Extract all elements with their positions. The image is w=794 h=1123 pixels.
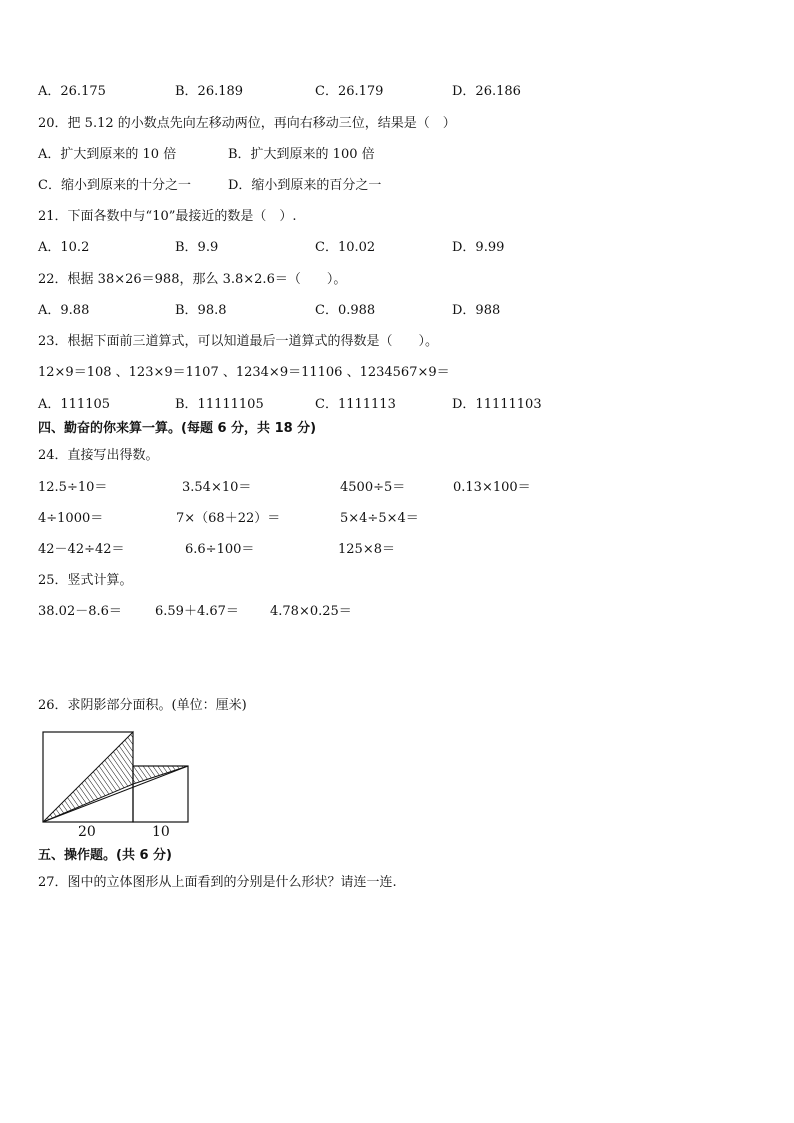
q24-expr: 3.54×10＝ xyxy=(182,480,252,495)
q19-option-b: B．26.189 xyxy=(175,84,244,99)
q24-expr: 125×8＝ xyxy=(338,542,395,557)
shaded-area-figure xyxy=(38,728,198,840)
q21-option-d: D．9.99 xyxy=(452,240,505,255)
q20-stem: 20．把 5.12 的小数点先向左移动两位，再向右移动三位，结果是（ ） xyxy=(38,116,456,131)
q24-expr: 42－42÷42＝ xyxy=(38,542,125,557)
q24-expr: 4÷1000＝ xyxy=(38,511,104,526)
q24-expr: 5×4÷5×4＝ xyxy=(340,511,419,526)
q24-expr: 6.6÷100＝ xyxy=(185,542,255,557)
q26-stem: 26．求阴影部分面积。(单位：厘米) xyxy=(38,698,247,713)
q21-option-c: C．10.02 xyxy=(315,240,376,255)
q21-option-a: A．10.2 xyxy=(38,240,90,255)
q23-formula: 12×9＝108 、123×9＝1107 、1234×9＝11106 、1234567×9＝ xyxy=(38,365,450,380)
q23-option-d: D．11111103 xyxy=(452,397,542,412)
q19-option-d: D．26.186 xyxy=(452,84,521,99)
q22-option-b: B．98.8 xyxy=(175,303,227,318)
q20-option-b: B．扩大到原来的 100 倍 xyxy=(228,147,375,162)
label-big-side: 20 xyxy=(78,824,96,840)
q21-option-b: B．9.9 xyxy=(175,240,219,255)
q24-expr: 7×（68＋22）＝ xyxy=(176,511,281,526)
q19-option-a: A．26.175 xyxy=(38,84,106,99)
q23-option-c: C．1111113 xyxy=(315,397,396,412)
q22-option-d: D．988 xyxy=(452,303,501,318)
q23-option-a: A．111105 xyxy=(38,397,111,412)
q22-option-c: C．0.988 xyxy=(315,303,376,318)
q25-expr: 4.78×0.25＝ xyxy=(270,604,352,619)
q21-stem: 21．下面各数中与“10”最接近的数是（ ）. xyxy=(38,209,297,224)
q24-expr: 12.5÷10＝ xyxy=(38,480,108,495)
section-4-title: 四、勤奋的你来算一算。(每题 6 分，共 18 分) xyxy=(38,421,317,436)
q25-expr: 38.02－8.6＝ xyxy=(38,604,122,619)
q20-option-d: D．缩小到原来的百分之一 xyxy=(228,178,382,193)
shaded-triangle-large xyxy=(43,732,133,822)
q23-option-b: B．11111105 xyxy=(175,397,264,412)
q24-expr: 0.13×100＝ xyxy=(453,480,531,495)
q25-expr: 6.59＋4.67＝ xyxy=(155,604,239,619)
q23-stem: 23．根据下面前三道算式，可以知道最后一道算式的得数是（ ）。 xyxy=(38,334,439,349)
q24-stem: 24．直接写出得数。 xyxy=(38,448,159,463)
q25-stem: 25．竖式计算。 xyxy=(38,573,133,588)
q27-stem: 27．图中的立体图形从上面看到的分别是什么形状？请连一连. xyxy=(38,875,397,890)
q22-stem: 22．根据 38×26＝988，那么 3.8×2.6＝（ ）。 xyxy=(38,272,347,287)
q22-option-a: A．9.88 xyxy=(38,303,90,318)
section-5-title: 五、操作题。(共 6 分) xyxy=(38,848,172,863)
q19-option-c: C．26.179 xyxy=(315,84,384,99)
q24-expr: 4500÷5＝ xyxy=(340,480,406,495)
q20-option-c: C．缩小到原来的十分之一 xyxy=(38,178,191,193)
label-small-side: 10 xyxy=(152,824,170,840)
q20-option-a: A．扩大到原来的 10 倍 xyxy=(38,147,177,162)
